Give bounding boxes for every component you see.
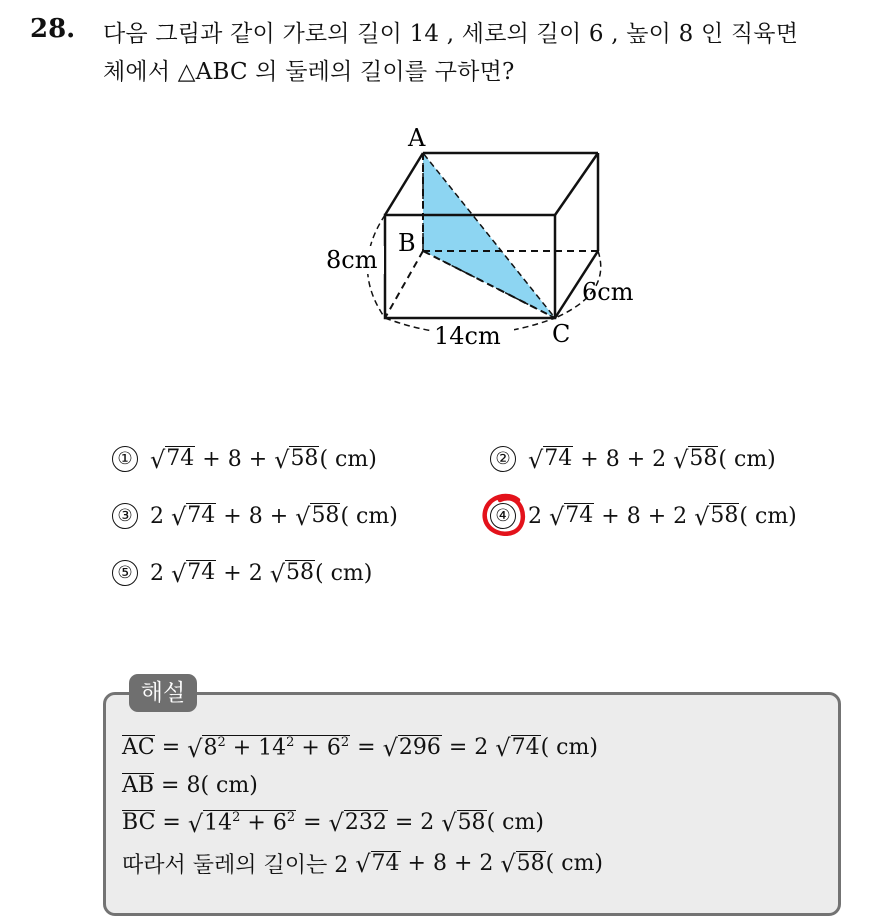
choice-3[interactable]: ③ 2 √ 74 + 8 + √ 58 ( cm) <box>112 503 398 529</box>
label-width: 14cm <box>434 322 501 350</box>
label-b: B <box>398 229 416 257</box>
sqrt: √ 74 <box>171 502 216 531</box>
choice-number: ⑤ <box>112 560 138 586</box>
cuboid-figure <box>300 118 650 358</box>
choice-number: ① <box>112 446 138 472</box>
choice-number: ④ <box>490 503 516 529</box>
explanation-line-bc: BC = √ $14^2 + 6^2$ = √ 232 = 2 √ 58 ( cm) <box>122 809 544 838</box>
question-number: 28. <box>30 14 76 44</box>
explanation-line-ac: AC = √ $8^2 + 14^2 + 6^2$ = √ 296 = 2 √ 74 ( cm) <box>122 734 598 763</box>
sqrt: √ 58 <box>274 445 319 474</box>
sqrt: √ 74 <box>549 502 594 531</box>
label-a: A <box>408 124 426 152</box>
edge <box>555 153 598 215</box>
question-text-line2: 체에서 △ABC 의 둘레의 길이를 구하면? <box>103 59 515 85</box>
choice-5[interactable]: ⑤ 2 √ 74 + 2 √ 58 ( cm) <box>112 560 372 586</box>
hidden-edge <box>385 251 423 318</box>
sqrt: √ 74 <box>150 445 195 474</box>
sqrt: √ 74 <box>528 445 573 474</box>
explanation-line-ab: AB = 8( cm) <box>122 773 258 799</box>
explanation-tag: 해설 <box>129 674 197 712</box>
label-height: 8cm <box>326 246 378 274</box>
choice-number: ② <box>490 446 516 472</box>
explanation-line-final: 따라서 둘레의 길이는 2 √ 74 + 8 + 2 √ 58 ( cm) <box>122 850 604 879</box>
sqrt: √ 58 <box>694 502 739 531</box>
choice-2[interactable]: ② √ 74 + 8 + 2 √ 58 ( cm) <box>490 446 776 472</box>
choice-4[interactable]: ④ 2 √ 74 + 8 + 2 √ 58 ( cm) <box>490 503 797 529</box>
cuboid-diagram <box>300 118 650 358</box>
edge <box>385 153 423 215</box>
choice-1[interactable]: ① √ 74 + 8 + √ 58 ( cm) <box>112 446 377 472</box>
sqrt: √ 74 <box>171 559 216 588</box>
choice-number: ③ <box>112 503 138 529</box>
sqrt: √ 58 <box>673 445 718 474</box>
question-text-line1: 다음 그림과 같이 가로의 길이 14 , 세로의 길이 6 , 높이 8 인 직육면 <box>103 21 799 47</box>
sqrt: √ 58 <box>295 502 340 531</box>
label-c: C <box>552 320 571 348</box>
explanation-box <box>103 692 841 916</box>
sqrt: √ 58 <box>269 559 315 588</box>
triangle-abc <box>423 153 555 318</box>
label-depth: 6cm <box>582 278 634 306</box>
